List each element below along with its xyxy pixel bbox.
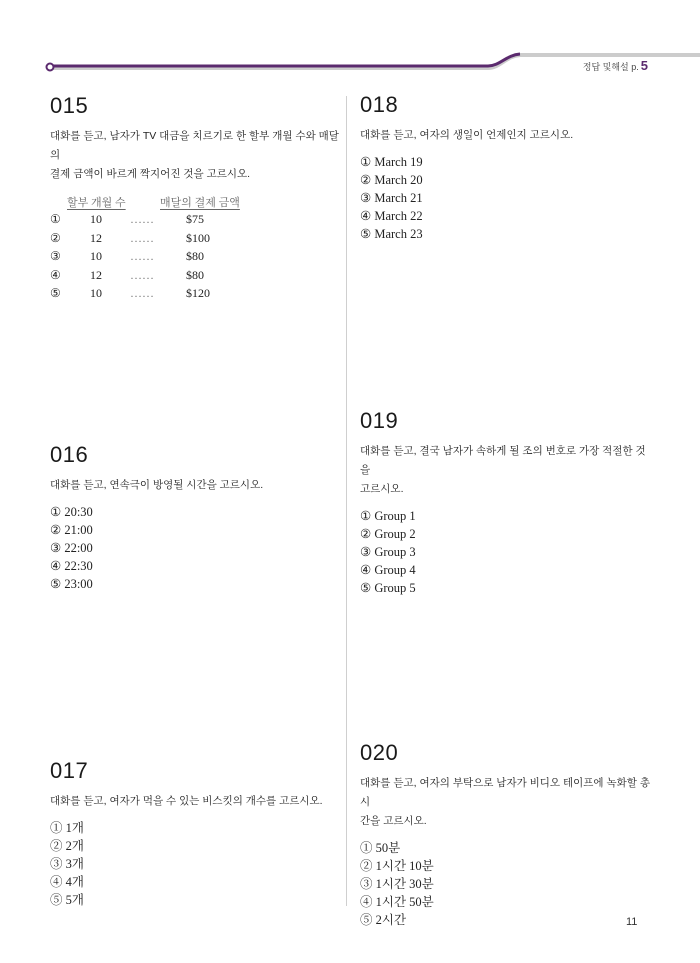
header-payment: 매달의 결제 금액 — [160, 197, 240, 209]
months-value: 10 — [90, 249, 102, 263]
question-number: 020 — [360, 740, 399, 765]
options-list — [360, 507, 650, 597]
question-text-line: 대화를 듣고, 여자의 부탁으로 남자가 비디오 테이프에 녹화할 총 시 — [360, 777, 650, 808]
table-row — [50, 268, 340, 287]
question-text — [360, 442, 650, 499]
option-2: ② 21:00 — [50, 523, 93, 537]
table-row — [50, 286, 340, 305]
option-marker: ② — [50, 230, 61, 245]
option-3: ③ 3개 — [50, 857, 84, 871]
question-text-line: 대화를 듣고, 남자가 TV 대금을 치르기로 한 할부 개월 수와 매달의 — [50, 130, 339, 161]
payment-value: $100 — [186, 230, 210, 245]
payment-value: $80 — [186, 267, 204, 282]
question-015 — [50, 93, 340, 305]
table-row — [50, 212, 340, 231]
option-1: ① 50분 — [360, 841, 401, 855]
option-4: ④ March 22 — [360, 209, 423, 223]
option-2: ② 2개 — [50, 839, 84, 853]
option-5: ⑤ 5개 — [50, 893, 84, 907]
option-marker: ⑤ — [50, 286, 61, 300]
leader-dots: …… — [130, 249, 154, 263]
page-ref-label: 정답 및해설 p. — [582, 62, 639, 72]
option-1: ① 20:30 — [50, 505, 93, 519]
option-1: ① March 19 — [360, 155, 423, 169]
options-list — [50, 503, 340, 593]
option-3: ③ Group 3 — [360, 545, 416, 559]
months-value: 12 — [90, 267, 102, 282]
payment-value: $120 — [186, 286, 210, 300]
option-5: ⑤ Group 5 — [360, 581, 416, 595]
question-text-line: 대화를 듣고, 결국 남자가 속하게 될 조의 번호로 가장 적절한 것을 — [360, 445, 646, 476]
question-number: 019 — [360, 408, 399, 433]
question-017 — [50, 758, 340, 909]
question-016 — [50, 442, 340, 593]
table-header — [50, 194, 340, 212]
installment-table — [50, 194, 340, 305]
question-020 — [360, 740, 650, 929]
option-marker: ③ — [50, 249, 61, 263]
table-row — [50, 249, 340, 268]
leader-dots: …… — [130, 267, 154, 282]
question-text: 대화를 듣고, 여자가 먹을 수 있는 비스킷의 개수를 고르시오. — [50, 795, 323, 807]
option-1: ① 1개 — [50, 821, 84, 835]
question-text: 대화를 듣고, 여자의 생일이 언제인지 고르시오. — [360, 129, 574, 141]
months-value: 12 — [90, 230, 102, 245]
option-2: ② Group 2 — [360, 527, 416, 541]
option-5: ⑤ 23:00 — [50, 577, 93, 591]
option-4: ④ 1시간 50분 — [360, 895, 434, 909]
question-text-line: 간을 고르시오. — [360, 815, 427, 827]
option-marker: ④ — [50, 267, 61, 282]
page-number: 11 — [626, 916, 638, 928]
leader-dots: …… — [130, 286, 154, 300]
option-4: ④ Group 4 — [360, 563, 416, 577]
option-1: ① Group 1 — [360, 509, 416, 523]
option-5: ⑤ 2시간 — [360, 913, 407, 927]
page-ref-number: 5 — [640, 58, 648, 73]
option-4: ④ 4개 — [50, 875, 84, 889]
question-number: 016 — [50, 442, 89, 467]
option-2: ② March 20 — [360, 173, 423, 187]
question-text-line: 고르시오. — [360, 483, 404, 495]
months-value: 10 — [90, 286, 102, 300]
option-2: ② 1시간 10분 — [360, 859, 434, 873]
option-3: ③ 22:00 — [50, 541, 93, 555]
question-text: 대화를 듣고, 연속극이 방영될 시간을 고르시오. — [50, 479, 264, 491]
options-list — [50, 819, 340, 909]
options-list — [360, 839, 650, 929]
question-number: 018 — [360, 92, 399, 117]
question-text — [360, 774, 650, 831]
header-months: 할부 개월 수 — [67, 197, 126, 209]
question-number: 017 — [50, 758, 89, 783]
option-4: ④ 22:30 — [50, 559, 93, 573]
question-019 — [360, 408, 650, 597]
leader-dots: …… — [130, 230, 154, 245]
question-text — [50, 127, 340, 184]
payment-value: $80 — [186, 249, 204, 263]
months-value: 10 — [90, 212, 102, 226]
option-5: ⑤ March 23 — [360, 227, 423, 241]
question-number: 015 — [50, 93, 89, 118]
option-3: ③ March 21 — [360, 191, 423, 205]
option-marker: ① — [50, 212, 61, 226]
question-text-line: 결제 금액이 바르게 짝지어진 것을 고르시오. — [50, 168, 251, 180]
leader-dots: …… — [130, 212, 154, 226]
column-divider — [346, 96, 347, 906]
question-018 — [360, 92, 650, 243]
payment-value: $75 — [186, 212, 204, 226]
table-row — [50, 231, 340, 250]
answer-page-reference — [583, 58, 648, 73]
option-3: ③ 1시간 30분 — [360, 877, 434, 891]
options-list — [360, 153, 650, 243]
